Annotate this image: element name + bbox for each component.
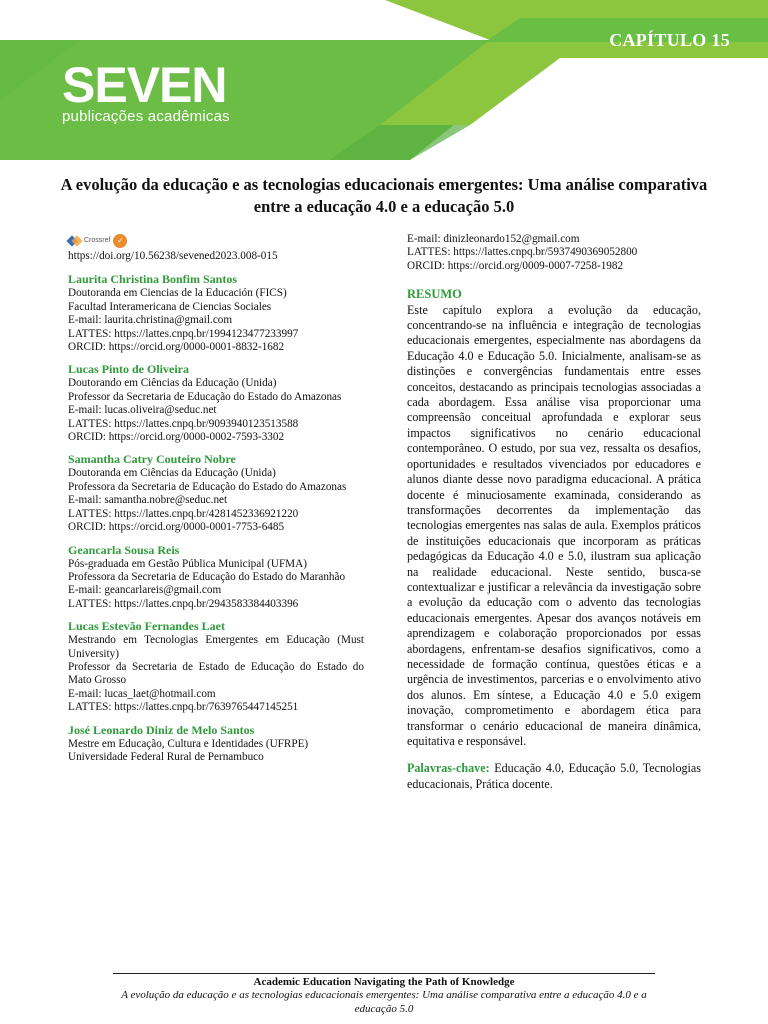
author-email[interactable]: E-mail: laurita.christina@gmail.com [68,314,233,327]
author-block [68,723,364,765]
author-affiliation: Doutoranda em Ciencias de la Educación (FICS) [68,287,287,300]
author-orcid[interactable]: ORCID: https://orcid.org/0000-0002-7593-3302 [68,431,285,444]
author-affiliation: Universidade Federal Rural de Pernambuco [68,750,264,763]
author-name: Samantha Catry Couteiro Nobre [68,452,236,467]
crossref-label: Crossref [84,237,111,245]
author-block [68,619,364,714]
author-lattes[interactable]: LATTES: https://lattes.cnpq.br/7639765447145251 [68,701,299,714]
author-block [68,543,364,612]
header-banner [0,0,768,160]
footer-book-title: Academic Education Navigating the Path of Knowledge [253,976,515,988]
footer-chapter-title: A evolução da educação e as tecnologias educacionais emergentes: Uma análise comparativa entre a educação 4.0 e a educação 5.0 [121,989,647,1015]
left-column [68,233,364,772]
doi-link[interactable]: https://doi.org/10.56238/sevened2023.008-015 [68,250,278,262]
author-affiliation: Doutoranda em Ciências da Educação (Unida) [68,467,276,480]
author-lattes[interactable]: LATTES: https://lattes.cnpq.br/2943583384403396 [68,597,299,610]
author-affiliation: Doutorando em Ciências da Educação (Unida) [68,377,277,390]
keywords-list: Educação 4.0, Educação 5.0, Tecnologias educacionais, Prática docente. [407,761,701,791]
chapter-label: CAPÍTULO 15 [609,30,730,50]
author-lattes[interactable]: LATTES: https://lattes.cnpq.br/5937490369052800 [407,246,638,259]
author-orcid[interactable]: ORCID: https://orcid.org/0000-0001-7753-6485 [68,521,285,534]
author-email[interactable]: E-mail: lucas.oliveira@seduc.net [68,404,217,417]
author-name: Lucas Pinto de Oliveira [68,362,189,377]
author-affiliation: Professor da Secretaria de Educação do Estado do Amazonas [68,390,342,403]
author-block [68,362,364,444]
author-name: Geancarla Sousa Reis [68,542,180,557]
author-name: Lucas Estevão Fernandes Laet [68,619,225,634]
author-email[interactable]: E-mail: geancarlareis@gmail.com [68,584,222,597]
author-affiliation: Professora da Secretaria de Educação do Estado do Maranhão [68,570,346,583]
author-block [68,452,364,534]
author-orcid[interactable]: ORCID: https://orcid.org/0009-0007-7258-1982 [407,259,624,272]
article-title: A evolução da educação e as tecnologias educacionais emergentes: Uma análise comparativa entre a educação 4.0 e a educação 5.0 [60,175,708,216]
crossref-badge[interactable] [68,233,364,249]
keywords-label: Palavras-chave: [407,761,490,776]
author-affiliation: Pós-graduada em Gestão Pública Municipal (UFMA) [68,557,307,570]
author-lattes[interactable]: LATTES: https://lattes.cnpq.br/4281452336921220 [68,507,299,520]
keywords [407,761,701,792]
author-email[interactable]: E-mail: dinizleonardo152@gmail.com [407,233,580,245]
author-affiliation: Mestre em Educação, Cultura e Identidades (UFRPE) [68,737,309,750]
author-orcid[interactable]: ORCID: https://orcid.org/0000-0001-8832-1682 [68,341,285,354]
author-affiliation: Professor da Secretaria de Estado de Educação do Estado do Mato Grosso [68,660,364,687]
author-lattes[interactable]: LATTES: https://lattes.cnpq.br/1994123477233997 [68,327,299,340]
author-affiliation: Mestrando em Tecnologias Emergentes em Educação (Must University) [68,634,364,660]
publisher-logo: SEVEN [62,57,227,113]
author-affiliation: Facultad Interamericana de Ciencias Sociales [68,300,272,313]
author-lattes[interactable]: LATTES: https://lattes.cnpq.br/9093940123513588 [68,417,299,430]
right-column [407,233,701,792]
footer-divider [113,973,655,974]
author-affiliation: Professora da Secretaria de Educação do Estado do Amazonas [68,480,347,493]
author-email[interactable]: E-mail: lucas_laet@hotmail.com [68,687,216,700]
publisher-tagline: publicações acadêmicas [62,108,230,125]
abstract-heading: RESUMO [407,287,462,302]
abstract-text: Este capítulo explora a evolução da educação, concentrando-se na influência e integração de tecnologias educacionais emergentes, especialmente nas abordagens da Educação 4.0 e Educação 5.0. Inicialmente, analisam-se as distinções e convergências fundamentais entre esses conceitos, destacando as principais tecnologias associadas a cada abordagem. Essa análise visa proporcionar uma compreensão conceitual aprofundada e explorar seus impactos significativos no cenário educacional contemporâneo. O estudo, por sua vez, ressalta os desafios, oportunidades e resultados vivenciados por educadores e alunos diante desse novo paradigma educacional. A prática docente é minuciosamente examinada, considerando as transformações decorrentes da implementação das tecnologias emergentes nas salas de aula. Exemplos práticos de instituições educacionais que incorporam as práticas pedagógicas da Educação 4.0 e 5.0, ilustram sua aplicação na realidade educacional. Neste sentido, busca-se contextualizar e justificar a relevância da investigação sobre a evolução da educação com o advento das tecnologias educacionais emergentes. Apesar dos avanços notáveis em aprendizagem e colaboração proporcionados por essas abordagens, enfrentam-se desafios significativos, como a necessidade de formação contínua, questões éticas e a urgência de investimentos, parcerias e o envolvimento ativo dos alunos. Em síntese, a Educação 4.0 e 5.0 exigem inovação, comprometimento e abordagem ética para transformar o cenário educacional de maneira dinâmica, equitativa e responsável. [407,302,701,748]
author-name: Laurita Christina Bonfim Santos [68,272,238,287]
author-block [68,272,364,354]
check-for-updates-icon[interactable]: ✓ [113,234,127,248]
crossref-icon [68,235,94,247]
author-name: José Leonardo Diniz de Melo Santos [68,722,255,737]
author-email[interactable]: E-mail: samantha.nobre@seduc.net [68,494,228,507]
